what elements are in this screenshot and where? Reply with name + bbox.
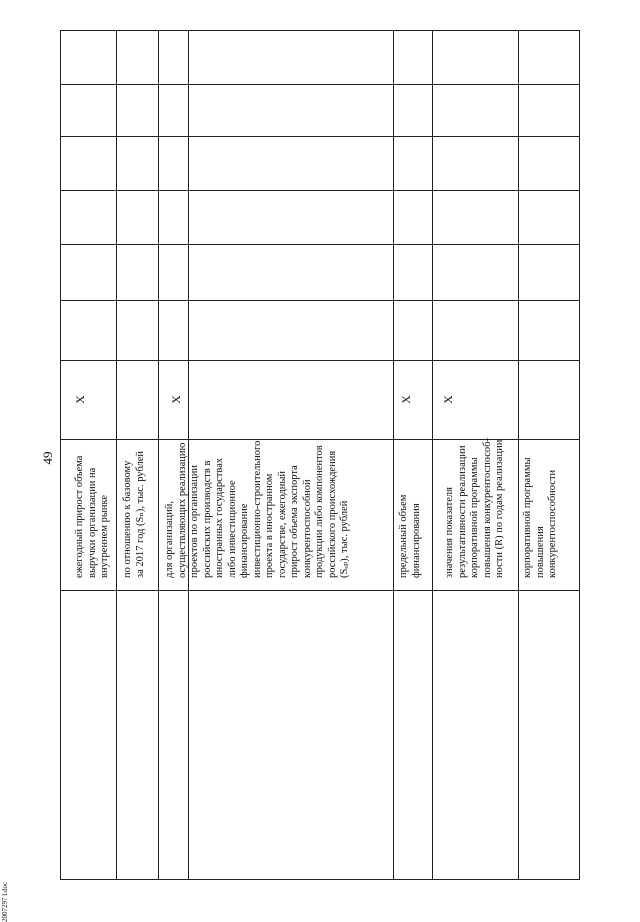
row-label-line: финансирование bbox=[239, 503, 250, 578]
row-label-line: корпоративной программы bbox=[522, 457, 533, 578]
table-border-left bbox=[60, 30, 61, 880]
x-mark: X bbox=[440, 395, 455, 404]
row-label-line: российских производств в bbox=[201, 460, 213, 578]
document-id: 2007297 l.doc bbox=[1, 881, 9, 922]
row-label-line: предельный объем bbox=[398, 494, 409, 578]
row-label-line: прирост объема экспорта bbox=[289, 465, 300, 578]
row-label-line: повышения bbox=[534, 526, 546, 578]
row-label-line: проектов по организации bbox=[189, 464, 200, 578]
row-label-line: продукции либо компонентов bbox=[314, 445, 325, 578]
rotated-table bbox=[60, 30, 580, 880]
row-label-line: результативности реализации bbox=[456, 445, 468, 578]
column-divider bbox=[60, 244, 580, 245]
row-label-line: ежегодный прирост объема bbox=[74, 455, 85, 578]
row-label-line: либо инвестиционное bbox=[226, 480, 238, 578]
table-border-top bbox=[60, 30, 580, 31]
table-border-right bbox=[579, 30, 580, 880]
page-number: 49 bbox=[40, 451, 55, 465]
row-label-line: ности (R) по годам реализации bbox=[494, 439, 505, 578]
row-label bbox=[522, 457, 560, 578]
row-label-line: значения показателя bbox=[444, 487, 455, 578]
row-divider bbox=[158, 30, 159, 880]
column-divider bbox=[60, 590, 580, 591]
x-mark: X bbox=[72, 395, 87, 404]
row-label-line: проекта в иностранном bbox=[264, 473, 275, 578]
row-label-line: российского происхождения bbox=[326, 450, 338, 578]
row-divider bbox=[518, 30, 519, 880]
x-mark: X bbox=[398, 395, 413, 404]
row-label-line: финансирования bbox=[410, 503, 422, 578]
column-divider bbox=[60, 136, 580, 137]
column-divider bbox=[60, 300, 580, 301]
row-label-line: выручки организации на bbox=[86, 467, 98, 578]
row-divider bbox=[393, 30, 394, 880]
row-label-line: за 2017 год (Sₙ), тыс. рублей bbox=[134, 450, 146, 578]
row-label-line: для организаций, bbox=[164, 500, 175, 578]
row-label bbox=[444, 438, 507, 578]
x-mark: X bbox=[168, 395, 183, 404]
column-divider bbox=[60, 190, 580, 191]
row-label-line: конкурентоспособной bbox=[301, 479, 313, 578]
row-label-line: внутреннем рынке bbox=[99, 494, 110, 578]
row-label-line: повышения конкурентоспособ- bbox=[481, 438, 493, 578]
row-label-line: конкурентоспособности bbox=[547, 469, 558, 578]
row-label-line: инвестиционно-строительного bbox=[251, 440, 263, 578]
row-label-line: по отношению к базовому bbox=[122, 460, 133, 578]
row-label bbox=[74, 456, 112, 578]
row-label-line: корпоративной программы bbox=[469, 457, 480, 578]
row-label-line: государстве, ежегодный bbox=[276, 470, 288, 578]
row-divider bbox=[432, 30, 433, 880]
row-label bbox=[164, 441, 352, 578]
row-label-line: иностранных государствах bbox=[214, 457, 225, 578]
table-border-bottom bbox=[60, 879, 580, 880]
row-label-line: (Sₑₚ), тыс. рублей bbox=[339, 500, 350, 578]
column-divider bbox=[60, 84, 580, 85]
row-divider bbox=[116, 30, 117, 880]
column-divider bbox=[60, 360, 580, 361]
row-label bbox=[398, 495, 423, 578]
row-label-line: осуществляющих реализацию bbox=[176, 442, 188, 578]
row-label bbox=[122, 451, 147, 578]
